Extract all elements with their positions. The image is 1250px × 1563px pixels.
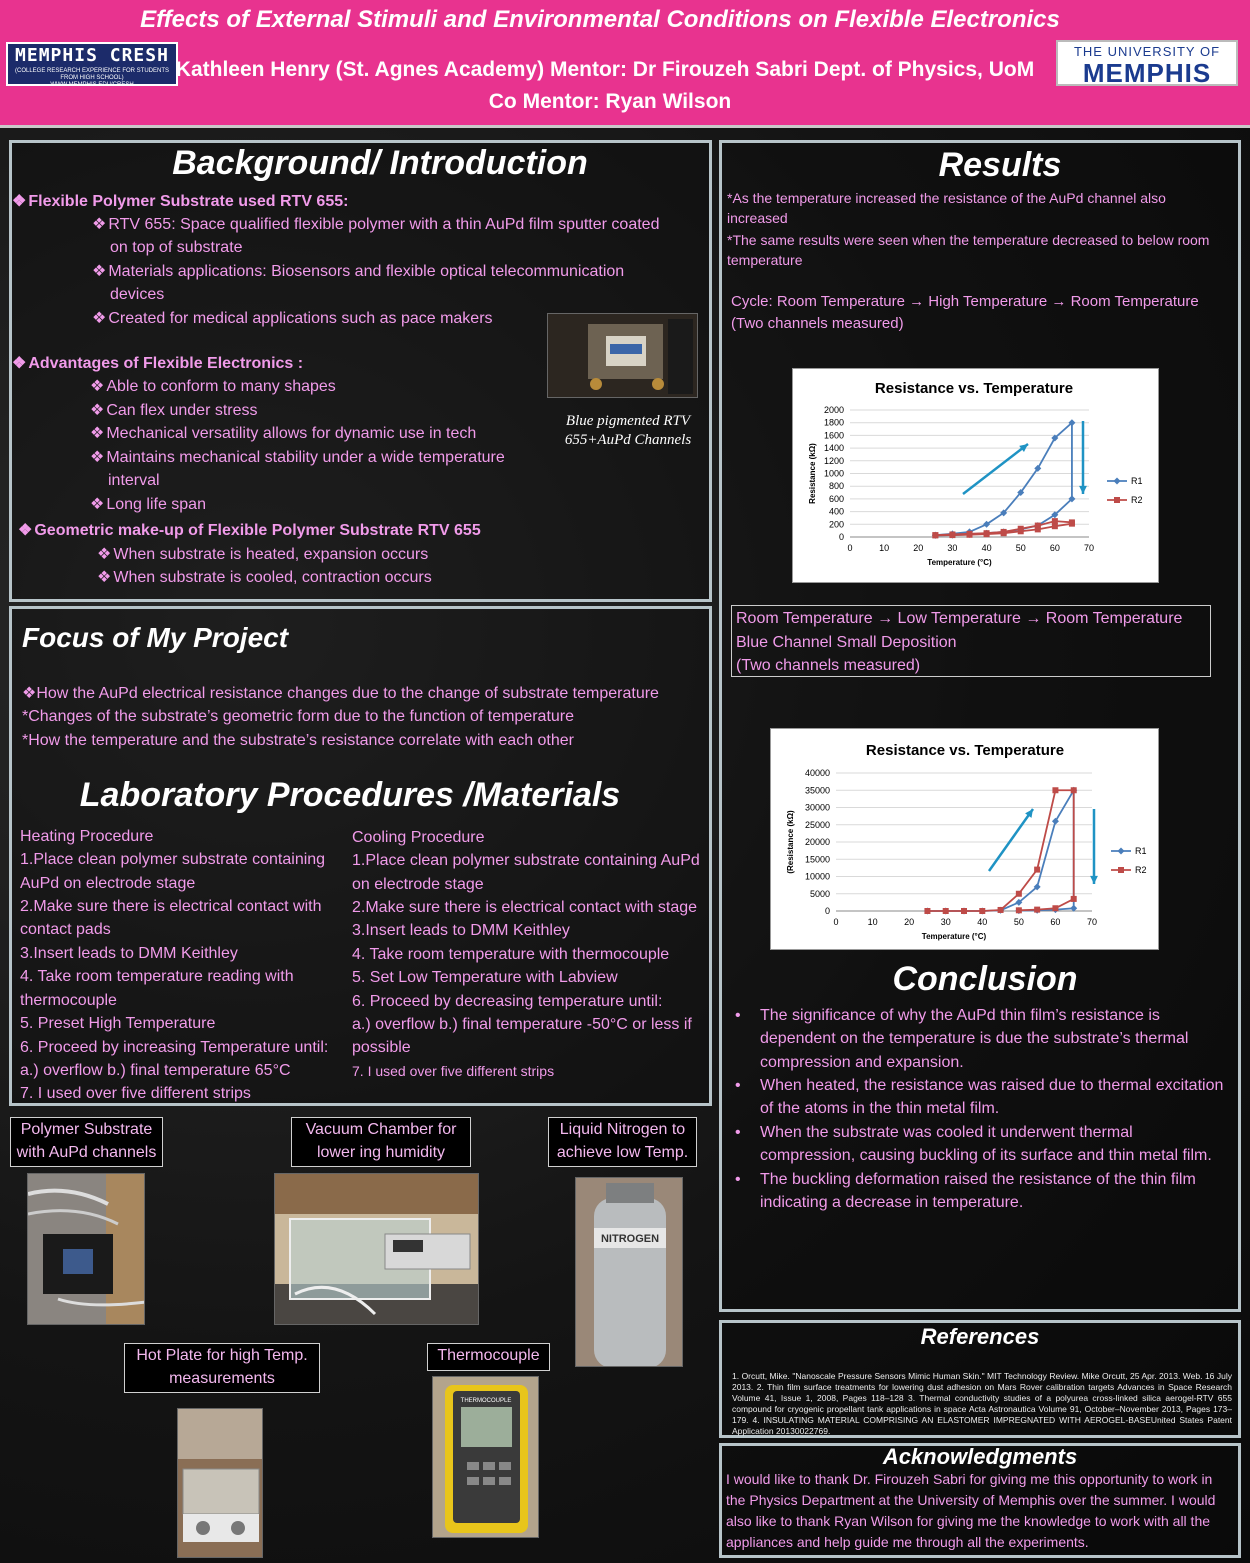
- x-tick-label: 50: [1013, 917, 1024, 927]
- data-point-R2: [1001, 530, 1007, 536]
- bg-line: ❖ Long life span: [90, 495, 206, 515]
- x-tick-label: 30: [947, 543, 958, 553]
- y-tick-label: 1400: [823, 443, 844, 454]
- cooling-line: 6. Proceed by decreasing temperature until:: [352, 993, 663, 1010]
- hot-plate-image: [178, 1409, 263, 1558]
- cooling-line: 4. Take room temperature with thermocouple: [352, 946, 670, 963]
- cooling-line: 5. Set Low Temperature with Labview: [352, 969, 618, 986]
- comentor-line: Co Mentor: Ryan Wilson: [488, 90, 732, 113]
- references-text: 1. Orcutt, Mike. "Nanoscale Pressure Sensors Mimic Human Skin." MIT Technology Review. Mike Orcutt, 25 Apr. 2013. Web. 16 July 2013. 2. Thin film surface treatments for lowering dust adhesion on Mars Rover calibration targets Advances in Space Research Volume 41, Issue 1, 2008, Pages 118–128 3. Thermal conductivity studies of a polyurea cross-linked silica aerogel-RTV 655 compound for cryogenic propellant tank applications in space Acta Astronautica Volume 91, October–November 2013, Pages 173–179. 4. INSULATING MATERIAL COMPRISING AN ELASTOMER IMPREGNATED WITH AEROGEL-BASEUnited States Patent Application 20130022769.: [732, 1371, 1232, 1436]
- data-point-R2: [967, 532, 973, 538]
- memphis-cresh-logo: MEMPHIS CRESH (COLLEGE RESEARCH EXPERIENCE FOR STUDENTS FROM HIGH SCHOOL) WWW.MEMPHIS.EDU/CRESH: [6, 42, 178, 86]
- vacuum-chamber-caption: Vacuum Chamber for lower ing humidity: [291, 1117, 471, 1167]
- data-point-R2: [1035, 526, 1041, 532]
- rtv-device-image: [548, 314, 698, 398]
- cooling-line: Cooling Procedure: [352, 829, 485, 846]
- bg-line: devices: [110, 286, 165, 303]
- data-point-R2: [949, 532, 955, 538]
- legend-marker-R2: [1114, 497, 1120, 503]
- cooling-arrow-head: [1079, 486, 1087, 494]
- focus-line: *Changes of the substrate’s geometric form due to the function of temperature: [22, 708, 575, 725]
- y-tick-label: 15000: [804, 854, 830, 865]
- x-axis-label: Temperature (°C): [921, 932, 987, 941]
- conclusion-bullet: •: [735, 1171, 741, 1188]
- conclusion-bullet: •: [735, 1007, 741, 1024]
- focus-title: Focus of My Project: [22, 622, 289, 653]
- y-axis-label: (Resistance (kΩ): [786, 810, 795, 874]
- conclusion-line: When the substrate was cooled it underwent thermal: [760, 1124, 1133, 1141]
- chart-high-temp-svg: [793, 369, 1160, 584]
- chart-title: Resistance vs. Temperature: [865, 742, 1065, 759]
- bg-line: ❖ Mechanical versatility allows for dynamic use in tech: [90, 424, 476, 444]
- data-point-R2: [932, 532, 938, 538]
- results-line: *As the temperature increased the resistance of the AuPd channel also: [727, 190, 1166, 206]
- x-tick-label: 70: [1083, 543, 1095, 553]
- y-tick-label: 800: [828, 481, 844, 492]
- legend-marker-R1: [1114, 478, 1121, 485]
- x-tick-label: 20: [913, 543, 924, 553]
- chart-low-temp-svg: [771, 729, 1160, 951]
- rtv-photo-caption-1: Blue pigmented RTV: [565, 413, 691, 429]
- conclusion-line: compression, causing buckling of its surface and thin metal film.: [760, 1147, 1212, 1164]
- thermocouple-photo: [432, 1376, 539, 1538]
- heating-arrow: [989, 809, 1033, 871]
- conclusion-bullet: •: [735, 1124, 741, 1141]
- heating-line: AuPd on electrode stage: [20, 875, 196, 892]
- background-title: Background/ Introduction: [172, 144, 588, 182]
- legend-label-R2: R2: [1135, 865, 1147, 875]
- data-point-R2: [1052, 905, 1058, 911]
- heating-line: 2.Make sure there is electrical contact with: [20, 898, 322, 915]
- data-point-R2: [1052, 523, 1058, 529]
- data-point-R2: [1018, 528, 1024, 534]
- series-line-R2: [927, 790, 1073, 911]
- y-tick-label: 0: [824, 906, 830, 916]
- liquid-nitrogen-photo: [575, 1177, 683, 1367]
- heating-line: a.) overflow b.) final temperature 65°C: [20, 1062, 291, 1079]
- results-title: Results: [938, 146, 1062, 184]
- x-tick-label: 30: [940, 917, 951, 927]
- rtv-device-photo: [547, 313, 698, 398]
- conclusion-line: indicating a decrease in temperature.: [760, 1194, 1024, 1211]
- heating-line: 7. I used over five different strips: [20, 1085, 251, 1102]
- bg-line: ❖ Able to conform to many shapes: [90, 377, 336, 397]
- x-tick-label: 0: [847, 543, 853, 553]
- ack-line: the Physics Department at the University of Memphis over the summer. I would: [726, 1492, 1216, 1508]
- conclusion-line: compression and expansion.: [760, 1054, 964, 1071]
- cooling-line: possible: [352, 1039, 411, 1056]
- conclusion-title: Conclusion: [892, 960, 1078, 998]
- legend-label-R1: R1: [1131, 476, 1143, 486]
- x-tick-label: 10: [867, 917, 878, 927]
- data-point-R2: [1034, 867, 1040, 873]
- bg-line: interval: [108, 472, 160, 489]
- y-tick-label: 25000: [804, 819, 830, 830]
- heating-line: Heating Procedure: [20, 828, 154, 845]
- conclusion-line: The buckling deformation raised the resistance of the thin film: [760, 1171, 1196, 1188]
- data-point-R2: [1071, 896, 1077, 902]
- bg-line: on top of substrate: [110, 239, 243, 256]
- results-line: temperature: [727, 252, 803, 268]
- acknowledgments-title: Acknowledgments: [882, 1444, 1078, 1469]
- heating-line: contact pads: [20, 921, 111, 938]
- bg-line: ❖ Maintains mechanical stability under a wide temperature: [90, 448, 505, 468]
- references-title: References: [920, 1324, 1040, 1349]
- y-tick-label: 5000: [809, 888, 830, 899]
- ack-line: I would like to thank Dr. Firouzeh Sabri for giving me this opportunity to work in: [726, 1471, 1213, 1487]
- cycle1-line: (Two channels measured): [731, 315, 904, 332]
- y-tick-label: 20000: [804, 837, 830, 847]
- focus-line: *How the temperature and the substrate’s resistance correlate with each other: [22, 732, 574, 749]
- legend-marker-R1: [1118, 848, 1125, 855]
- cooling-line: 1.Place clean polymer substrate containing AuPd: [352, 852, 700, 869]
- data-point-R2: [1016, 891, 1022, 897]
- cooling-arrow-head: [1090, 876, 1098, 884]
- chart-title: Resistance vs. Temperature: [874, 380, 1074, 397]
- bg-line: ❖ Geometric make-up of Flexible Polymer Substrate RTV 655: [18, 521, 481, 541]
- cycle2-line: Blue Channel Small Deposition: [736, 634, 957, 651]
- y-tick-label: 200: [828, 519, 844, 530]
- data-point-R2: [998, 907, 1004, 913]
- conclusion-line: dependent on the temperature is due the substrate’s thermal: [760, 1030, 1189, 1047]
- conclusion-line: The significance of why the AuPd thin film’s resistance is: [760, 1007, 1160, 1024]
- focus-line: ❖How the AuPd electrical resistance changes due to the change of substrate temperature: [22, 685, 659, 702]
- x-tick-label: 60: [1049, 543, 1060, 553]
- thermocouple-label: THERMOCOUPLE: [460, 1398, 512, 1404]
- data-point-R2: [1052, 787, 1058, 793]
- bg-line: ❖ Advantages of Flexible Electronics :: [12, 354, 303, 374]
- polymer-substrate-caption: Polymer Substrate with AuPd channels: [10, 1117, 163, 1167]
- cooling-line: 3.Insert leads to DMM Keithley: [352, 922, 570, 939]
- y-tick-label: 2000: [823, 405, 844, 415]
- heating-line: 4. Take room temperature reading with: [20, 968, 294, 985]
- heating-line: thermocouple: [20, 992, 117, 1009]
- vacuum-chamber-photo: [274, 1173, 479, 1325]
- cooling-line: a.) overflow b.) final temperature -50°C or less if: [352, 1016, 692, 1033]
- y-axis-label: Resistance (kΩ): [808, 443, 817, 504]
- conclusion-line: of the atoms in the thin metal film.: [760, 1100, 1000, 1117]
- thermocouple-caption: Thermocouple: [427, 1343, 550, 1371]
- x-tick-label: 60: [1050, 917, 1061, 927]
- procedures-title: Laboratory Procedures /Materials: [79, 776, 621, 814]
- cooling-line: 2.Make sure there is electrical contact with stage: [352, 899, 698, 916]
- bg-line: ❖ When substrate is heated, expansion occurs: [97, 545, 428, 565]
- hot-plate-photo: [177, 1408, 263, 1558]
- x-tick-label: 10: [879, 543, 890, 553]
- x-tick-label: 50: [1015, 543, 1026, 553]
- poster-title: Effects of External Stimuli and Environmental Conditions on Flexible Electronics: [140, 6, 1060, 33]
- conclusion-line: When heated, the resistance was raised due to thermal excitation: [760, 1077, 1224, 1094]
- cooling-line: on electrode stage: [352, 876, 484, 893]
- cycle1-line: Cycle: Room Temperature → High Temperature → Room Temperature: [731, 293, 1199, 310]
- data-point-R2: [1069, 521, 1075, 527]
- ack-line: also like to thank Ryan Wilson for giving me the knowledge to work with all the: [726, 1513, 1211, 1529]
- chart-low-temp: [770, 728, 1159, 950]
- data-point-R2: [961, 908, 967, 914]
- heating-line: 1.Place clean polymer substrate containing: [20, 851, 326, 868]
- bg-line: ❖ Flexible Polymer Substrate used RTV 655:: [12, 192, 348, 212]
- cooling-line: 7. I used over five different strips: [352, 1063, 555, 1079]
- y-tick-label: 1600: [823, 430, 844, 441]
- y-tick-label: 30000: [804, 802, 830, 813]
- x-tick-label: 70: [1086, 917, 1098, 927]
- polymer-substrate-photo: [27, 1173, 145, 1325]
- cycle2-line: (Two channels measured): [736, 657, 921, 674]
- ack-line: appliances and help guide me through all the experiments.: [726, 1534, 1089, 1550]
- thermocouple-image: [433, 1377, 539, 1538]
- legend-marker-R2: [1118, 867, 1124, 873]
- data-point-R2: [1034, 907, 1040, 913]
- liquid-nitrogen-caption: Liquid Nitrogen to achieve low Temp.: [548, 1117, 697, 1167]
- university-of-memphis-logo: THE UNIVERSITY OF MEMPHIS: [1056, 40, 1238, 86]
- results-line: *The same results were seen when the temperature decreased to below room: [727, 232, 1210, 248]
- legend-label-R1: R1: [1135, 846, 1147, 856]
- data-point-R2: [984, 531, 990, 537]
- conclusion-bullet: •: [735, 1077, 741, 1094]
- heating-line: 6. Proceed by increasing Temperature until:: [20, 1039, 329, 1056]
- cycle2-line: Room Temperature → Low Temperature → Room Temperature: [736, 610, 1183, 627]
- x-tick-label: 0: [833, 917, 839, 927]
- authors-line: Kathleen Henry (St. Agnes Academy) Mentor: Dr Firouzeh Sabri Dept. of Physics, UoM: [175, 58, 1035, 81]
- data-point-R2: [924, 908, 930, 914]
- y-tick-label: 40000: [804, 768, 830, 778]
- x-axis-label: Temperature (°C): [927, 558, 992, 567]
- x-tick-label: 40: [981, 543, 992, 553]
- liquid-nitrogen-image: [576, 1178, 683, 1367]
- x-tick-label: 40: [977, 917, 988, 927]
- bg-line: ❖ Materials applications: Biosensors and flexible optical telecommunication: [92, 262, 624, 282]
- y-tick-label: 10000: [804, 871, 830, 882]
- chart-high-temp: [792, 368, 1159, 583]
- y-tick-label: 0: [838, 532, 844, 542]
- y-tick-label: 35000: [804, 785, 830, 796]
- bg-line: ❖ Can flex under stress: [90, 401, 258, 421]
- vacuum-chamber-image: [275, 1174, 479, 1325]
- series-line-R1: [935, 423, 1072, 536]
- bg-line: ❖ When substrate is cooled, contraction occurs: [97, 568, 432, 588]
- bg-line: ❖ RTV 655: Space qualified flexible polymer with a thin AuPd film sputter coated: [92, 215, 659, 235]
- rtv-photo-caption-2: 655+AuPd Channels: [564, 432, 692, 448]
- x-tick-label: 20: [904, 917, 915, 927]
- y-tick-label: 1000: [823, 468, 844, 479]
- data-point-R2: [1016, 907, 1022, 913]
- data-point-R2: [1071, 787, 1077, 793]
- data-point-R2: [979, 908, 985, 914]
- y-tick-label: 1200: [823, 455, 844, 466]
- polymer-substrate-image: [28, 1174, 145, 1325]
- hot-plate-caption: Hot Plate for high Temp. measurements: [124, 1343, 320, 1393]
- header-banner: [0, 0, 1250, 128]
- heating-line: 5. Preset High Temperature: [20, 1015, 216, 1032]
- legend-label-R2: R2: [1131, 495, 1143, 505]
- nitrogen-label: NITROGEN: [600, 1233, 660, 1245]
- y-tick-label: 400: [828, 506, 844, 517]
- data-point-R2: [943, 908, 949, 914]
- y-tick-label: 1800: [823, 417, 844, 428]
- heating-line: 3.Insert leads to DMM Keithley: [20, 945, 238, 962]
- bg-line: ❖ Created for medical applications such as pace makers: [92, 309, 493, 329]
- results-line: increased: [727, 210, 788, 226]
- y-tick-label: 600: [828, 493, 844, 504]
